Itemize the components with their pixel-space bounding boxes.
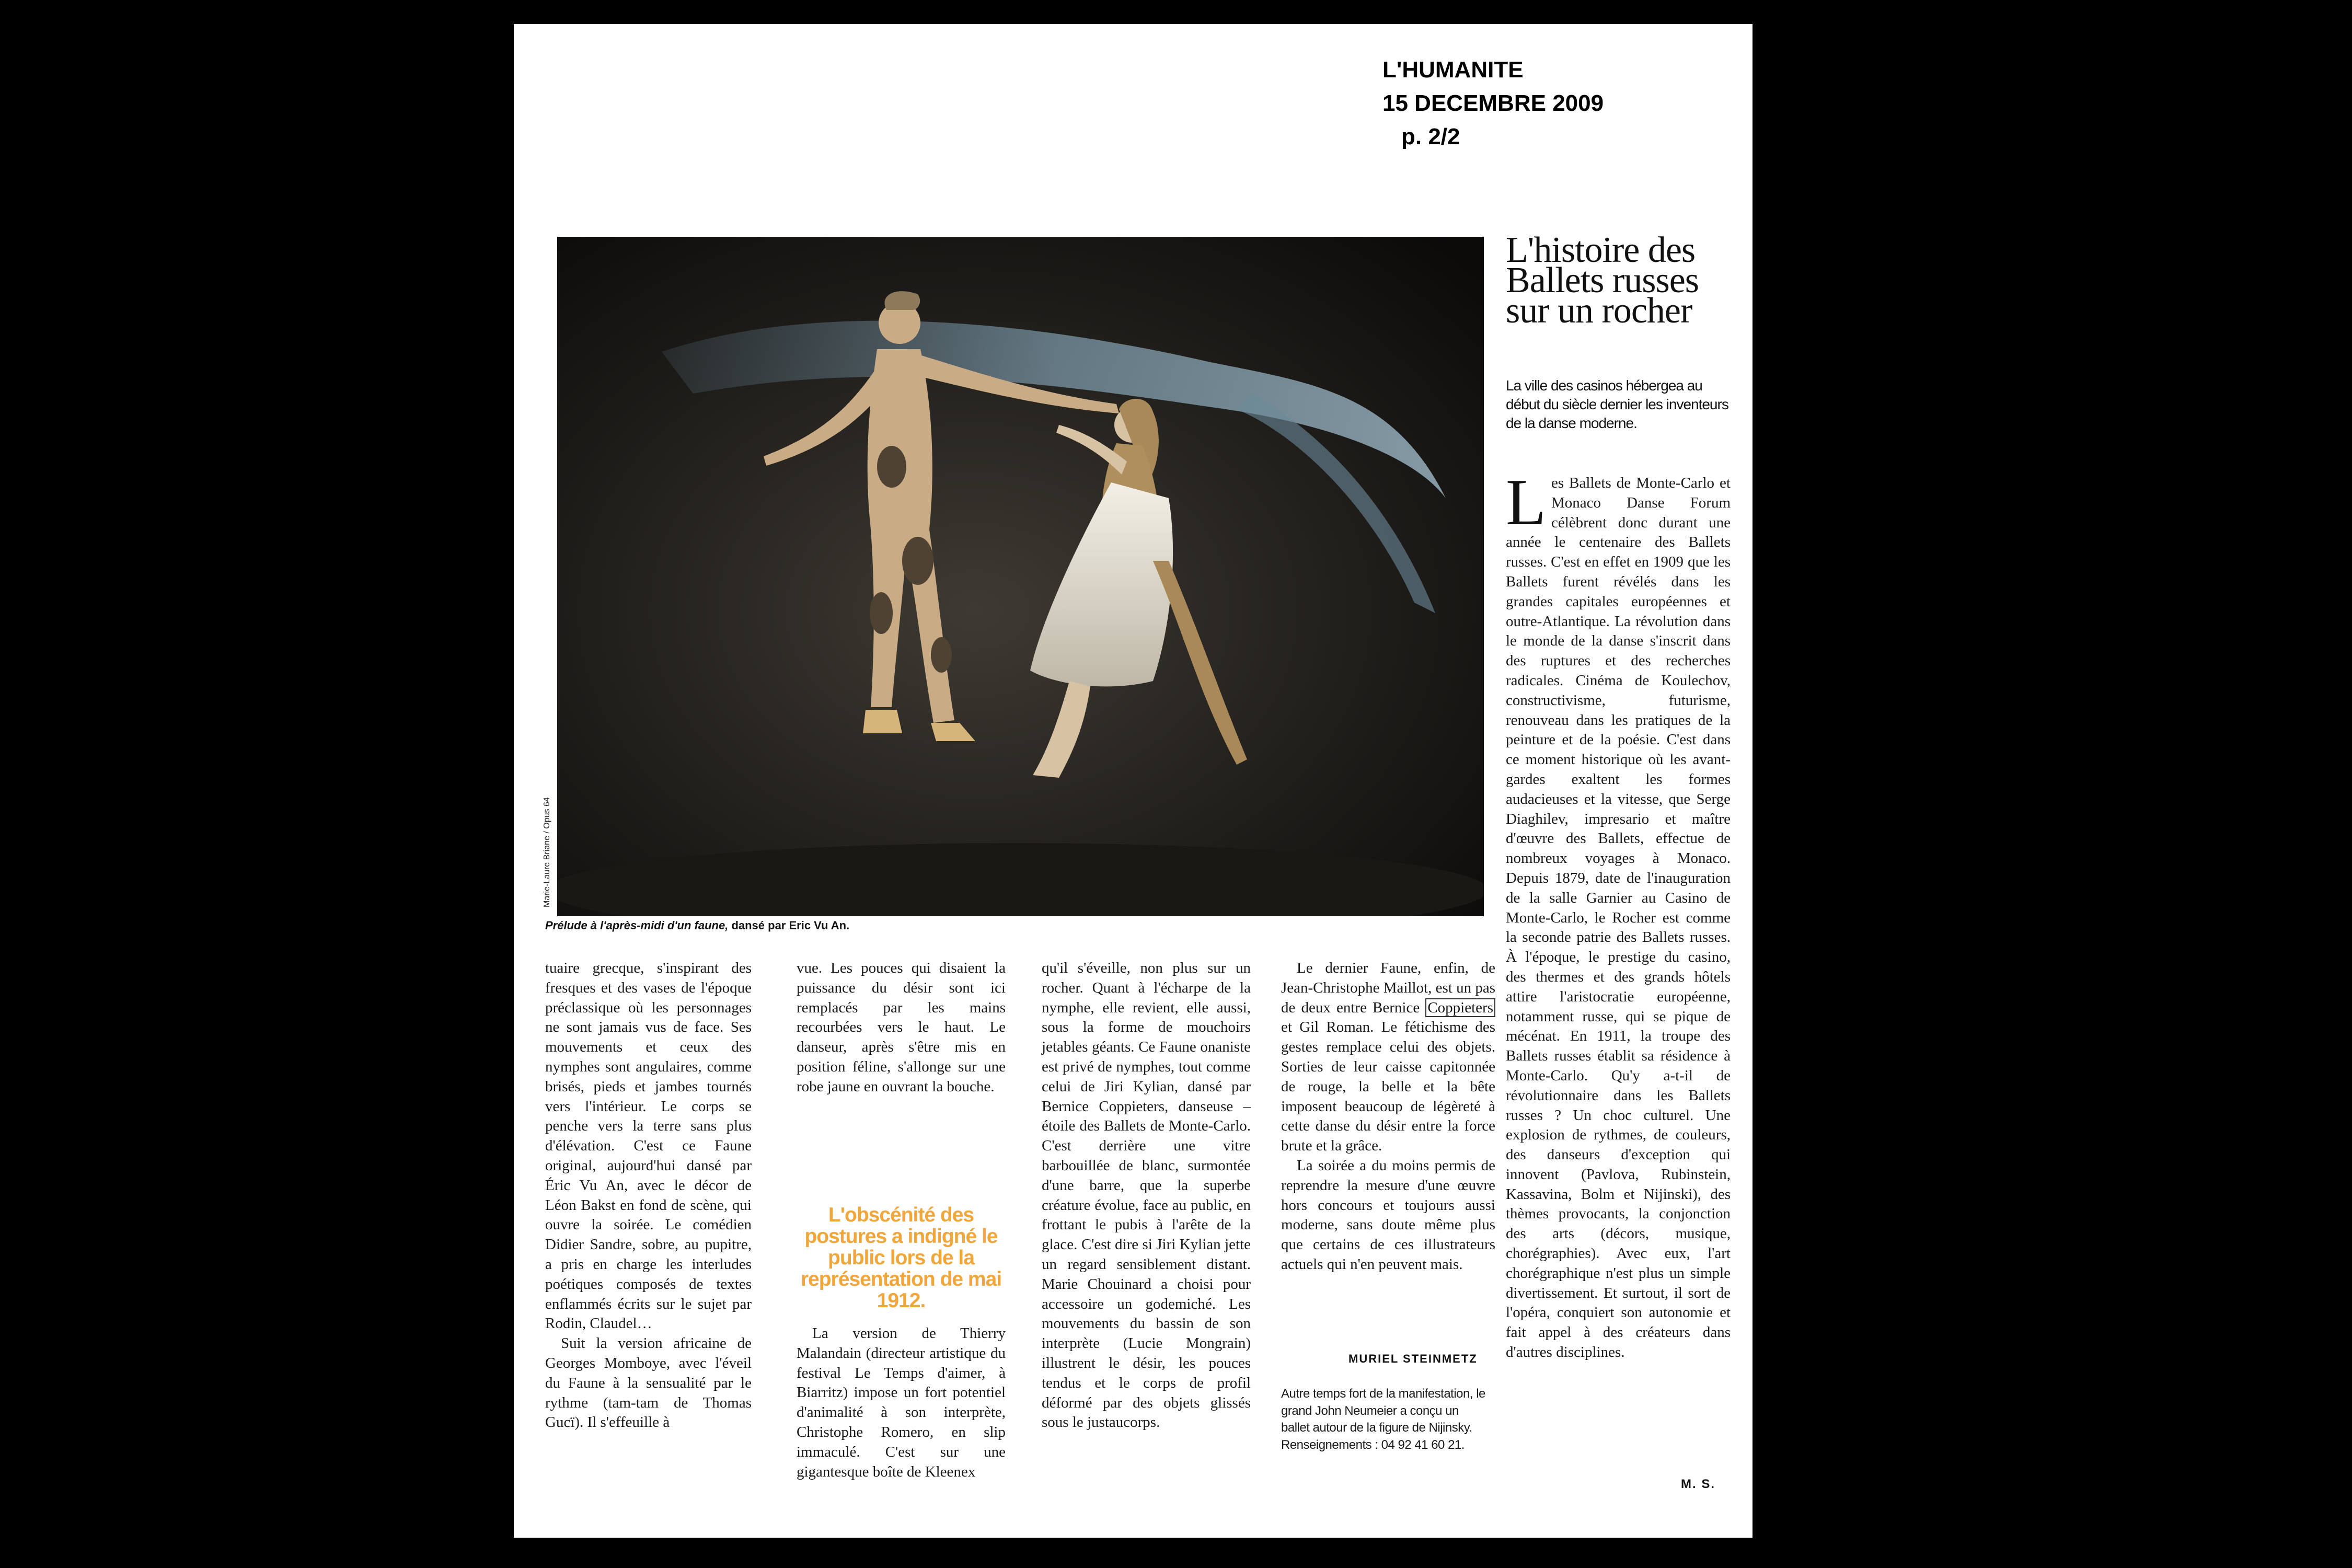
paragraph: qu'il s'éveille, non plus sur un rocher. Quant à l'écharpe de la nymphe, elle revient, elle aussi, sous la forme de mouchoirs jetables géants. Ce Faune onaniste est privé de nymphes, tout comme celui de Jiri Kylian, dansé par Bernice Coppieters, danseuse – étoile des Ballets de Monte-Carlo. C'est derrière une vitre barbouillée de blanc, surmontée d'une barre, que la superbe créature évolue, face au public, en frottant le pubis à l'arête de la glace. C'est dire si Jiri Kylian jette un regard sensiblement distant. Marie Chouinard a choisi pour accessoire un godemiché. Les mouvements du bassin de son interprète (Lucie Mongrain) illustrent le désir, les pouces tendus et le corps de profil déformé par des objets glissés sous le justaucorps. <box>1042 960 1251 1431</box>
page-number: p. 2/2 <box>1401 124 1460 149</box>
paragraph: La version de Thierry Malandain (directeur artistique du festival Le Temps d'aimer, à Biarritz) impose un fort potentiel d'animalité à son interprète, Christophe Romero, en slip immaculé. C'est sur une gigantesque boîte de Kleenex <box>797 1325 1006 1480</box>
column-2 <box>797 959 1006 1097</box>
intro-signature: M. S. <box>1681 1477 1716 1491</box>
info-note: Autre temps fort de la manifestation, le grand John Neumeier a conçu un ballet autour de la figure de Nijinsky. Renseignements : 04 92 41 60 21. <box>1281 1387 1485 1452</box>
photo-credit: Marie-Laure Briane / Opus 64 <box>543 797 551 907</box>
caption-title: Prélude à l'après-midi d'un faune, <box>545 919 729 932</box>
publication-date: 15 DECEMBRE 2009 <box>1382 90 1604 116</box>
article-deck: La ville des casinos hébergea au début du siècle dernier les inventeurs de la danse moderne. <box>1506 377 1728 431</box>
paragraph: vue. Les pouces qui disaient la puissance du désir sont ici remplacés par les mains recourbées vers le haut. Le danseur, après s'être mis en position féline, s'allonge sur une robe jaune en ouvrant la bouche. <box>797 960 1006 1095</box>
paragraph: Suit la version africaine de Georges Momboye, avec l'éveil du Faune à la sensualité par le rythme (tam-tam de Thomas Gucï). Il s'effeuille à <box>545 1335 752 1431</box>
drop-cap: L <box>1506 466 1546 539</box>
intro-column <box>1506 466 1731 1363</box>
newspaper-page <box>514 24 1753 1538</box>
column-2-continued <box>797 1324 1006 1482</box>
column-1 <box>545 959 752 1433</box>
ballet-photo <box>557 237 1484 916</box>
paragraph <box>1281 959 1495 1156</box>
clipping-header <box>1382 53 1604 154</box>
author-signature: MURIEL STEINMETZ <box>1348 1352 1478 1365</box>
column-4 <box>1281 959 1495 1275</box>
pull-quote: L'obscénité des postures a indigné le public lors de la représentation de mai 1912. <box>800 1204 1002 1312</box>
intro-text: es Ballets de Monte-Carlo et Monaco Danse Forum célèbrent donc durant une année le centenaire des Ballets russes. C'est en effet en 1909 que les Ballets furent révélés dans les grandes capitales européennes et outre-Atlantique. La révolution dans le monde de la danse s'inscrit dans des ruptures et des recherches radicales. Cinéma de Koulechov, constructivisme, futurisme, renouveau dans les pratiques de la peinture et de la poésie. C'est dans ce moment historique où les avant-gardes exaltent les formes audacieuses et la vitesse, que Serge Diaghilev, impresario et maître d'œuvre des Ballets, effectue de nombreux voyages à Monaco. Depuis 1879, date de l'inauguration de la salle Garnier au Casino de Monte-Carlo, le Rocher est comme la seconde patrie des Ballets russes. À l'époque, le prestige du casino, des thermes et des grands hôtels attire l'aristocratie européenne, notamment russe, qui se pique de mécénat. En 1911, la troupe des Ballets russes établit sa résidence à Monte-Carlo. Qu'y a-t-il de révolutionnaire dans les Ballets russes ? Un choc culturel. Une explosion de rythmes, de couleurs, des danseurs d'exception qui innovent (Pavlova, Rubinstein, Kassavina, Bolm et Nijinski), des thèmes provocants, la conjonction des arts (décors, musique, chorégraphies). Avec eux, l'art chorégraphique n'est plus un simple divertissement. Et surtout, il sort de l'opéra, conquiert son autonomie et fait appel à des créateurs dans d'autres disciplines. <box>1506 475 1731 1361</box>
photo-caption <box>545 919 849 932</box>
paragraph-text: et Gil Roman. Le fétichisme des gestes remplace celui des objets. Sorties de leur caisse capitonnée de rouge, la belle et la bête imposent beaucoup de légèreté à cette danse du désir entre la force brute et la grâce. <box>1281 1019 1495 1155</box>
caption-text: dansé par Eric Vu An. <box>728 919 850 932</box>
column-3 <box>1042 959 1251 1433</box>
publication-name: L'HUMANITE <box>1382 57 1524 83</box>
highlighted-name: Coppieters <box>1425 998 1495 1017</box>
paragraph: tuaire grecque, s'inspirant des fresques et des vases de l'époque préclassique où les personnages ne sont jamais vus de face. Ses mouvements et ceux des nymphes sont angulaires, comme brisés, pieds et jambes tournés vers l'intérieur. Le corps se penche vers la terre sans plus d'élévation. C'est ce Faune original, aujourd'hui dansé par Éric Vu An, avec le décor de Léon Bakst en fond de scène, qui ouvre la soirée. Le comédien Didier Sandre, sobre, au pupitre, a pris en charge les interludes poétiques composés de textes enflammés écrits sur le sujet par Rodin, Claudel… <box>545 960 752 1332</box>
article-title: L'histoire des Ballets russes sur un rocher <box>1506 230 1699 331</box>
paragraph-text: Le dernier Faune, enfin, de Jean-Christophe Maillot, est un pas de deux entre Bernice <box>1281 960 1495 1016</box>
paragraph: La soirée a du moins permis de reprendre la mesure d'une œuvre hors concours et toujours aussi moderne, sans doute même plus que certains de ces illustrateurs actuels qui n'en peuvent mais. <box>1281 1157 1495 1273</box>
